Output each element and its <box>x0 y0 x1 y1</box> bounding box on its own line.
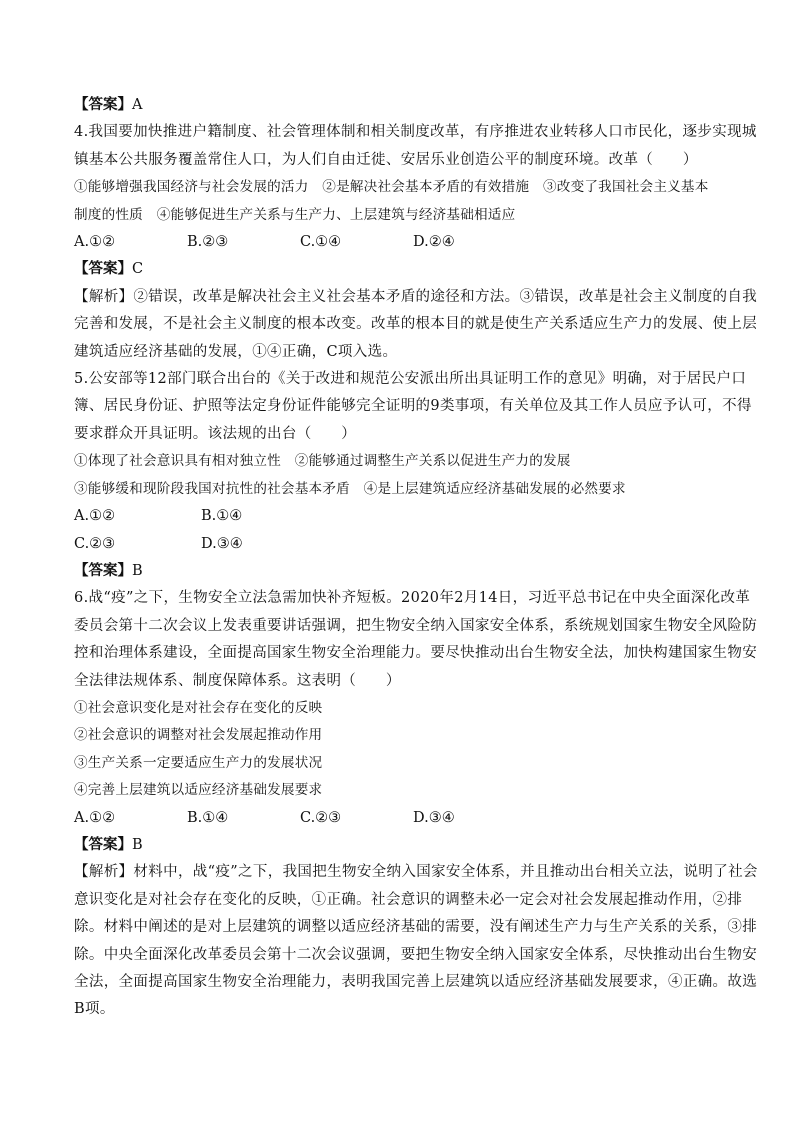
analysis-tag: 【解析】 <box>74 288 134 305</box>
analysis-line: 除。中央全面深化改革委员会第十二次会议强调，要把生物安全纳入国家安全体系，尽快推动出台生物安 <box>74 946 758 963</box>
question-6 <box>74 585 758 1024</box>
option-b: B.①④ <box>187 809 229 826</box>
analysis-line: B项。 <box>74 1001 115 1018</box>
q5-answer <box>74 558 724 585</box>
statement-line: ③生产关系一定要适应生产力的发展状况 <box>74 754 323 771</box>
question-5 <box>74 366 752 585</box>
analysis-tag: 【解析】 <box>74 864 134 881</box>
options-row <box>74 531 724 558</box>
answer-value: C <box>132 261 144 278</box>
answer-value: B <box>132 836 143 853</box>
analysis-line <box>74 859 758 886</box>
option-d: D.②④ <box>413 234 455 251</box>
option-d: D.③④ <box>413 809 455 826</box>
question-4 <box>74 119 758 366</box>
option-c: C.②③ <box>74 535 116 552</box>
statement-line: ①能够增强我国经济与社会发展的活力 ②是解决社会基本矛盾的有效措施 ③改变了我国社会主义基本 <box>74 179 709 196</box>
question-stem-line: 全法律法规体系、制度保障体系。这表明（ ） <box>74 672 401 689</box>
option-a: A.①② <box>74 508 116 525</box>
option-c: C.②③ <box>300 809 342 826</box>
options-row <box>74 805 724 832</box>
option-d: D.③④ <box>201 535 243 552</box>
analysis-text: 材料中，战“疫”之下，我国把生物安全纳入国家安全体系，并且推动出台相关立法，说明了社会 <box>133 864 758 881</box>
question-stem-line: 镇基本公共服务覆盖常住人口，为人们自由迁徙、安居乐业创造公平的制度环境。改革（ ） <box>74 151 698 168</box>
analysis-line: 意识变化是对社会存在变化的反映，①正确。社会意识的调整未必一定会对社会发展起推动作用，②排 <box>74 891 743 908</box>
analysis-line <box>74 284 758 311</box>
q4-answer <box>74 256 724 283</box>
analysis-line: 全法，全面提高国家生物安全治理能力，表明我国完善上层建筑以适应经济基础发展要求，④正确。故选 <box>74 974 758 990</box>
answer-tag: 【答案】 <box>74 836 132 853</box>
statement-line: ①社会意识变化是对社会存在变化的反映 <box>74 699 323 716</box>
options-row <box>74 229 724 256</box>
analysis-line: 建筑适应经济基础的发展，①④正确，C项入选。 <box>74 343 398 360</box>
question-stem-line: 簿、居民身份证、护照等法定身份证件能够完全证明的9类事项，有关单位及其工作人员应予认可，不得 <box>74 398 752 415</box>
question-stem-line: 要求群众开具证明。该法规的出台（ ） <box>74 425 357 442</box>
option-a: A.①② <box>74 234 116 251</box>
option-c: C.①④ <box>300 234 342 251</box>
question-stem-line: 6.战“疫”之下，生物安全立法急需加快补齐短板。2020年2月14日，习近平总书记在中央全面深化改革 <box>74 590 751 607</box>
answer-tag: 【答案】 <box>74 562 132 579</box>
q6-answer <box>74 832 724 859</box>
options-row <box>74 503 724 530</box>
question-stem-line: 控和治理体系建设，全面提高国家生物安全治理能力。要尽快推动出台生物安全法，加快构建国家生物安 <box>74 645 758 662</box>
statement-line: ②社会意识的调整对社会发展起推动作用 <box>74 727 323 744</box>
question-stem-line: 5.公安部等12部门联合出台的《关于改进和规范公安派出所出具证明工作的意见》明确，对于居民户口 <box>74 371 747 388</box>
option-b: B.①④ <box>201 508 243 525</box>
answer-value: B <box>132 562 143 579</box>
question-stem-line: 4.我国要加快推进户籍制度、社会管理体制和相关制度改革，有序推进农业转移人口市民化，逐步实现城 <box>74 124 757 141</box>
statement-line: ③能够缓和现阶段我国对抗性的社会基本矛盾 ④是上层建筑适应经济基础发展的必然要求 <box>74 480 626 497</box>
question-stem-line: 委员会第十二次会议上发表重要讲话强调，把生物安全纳入国家安全体系，系统规划国家生物安全风险防 <box>74 617 758 634</box>
option-a: A.①② <box>74 809 116 826</box>
statement-line: 制度的性质 ④能够促进生产关系与生产力、上层建筑与经济基础相适应 <box>74 206 516 223</box>
analysis-line: 完善和发展，不是社会主义制度的根本改变。改革的根本目的就是使生产关系适应生产力的发展、使上层 <box>74 316 758 333</box>
option-b: B.②③ <box>187 234 229 251</box>
answer-value: A <box>132 97 143 113</box>
statement-line: ④完善上层建筑以适应经济基础发展要求 <box>74 782 323 799</box>
analysis-line: 除。材料中阐述的是对上层建筑的调整以适应经济基础的需要，没有阐述生产力与生产关系的关系，③排 <box>74 919 758 936</box>
q3-answer <box>74 92 724 119</box>
analysis-text: ②错误，改革是解决社会主义社会基本矛盾的途径和方法。③错误，改革是社会主义制度的自我 <box>133 288 758 305</box>
answer-tag: 【答案】 <box>74 97 132 113</box>
statement-line: ①体现了社会意识具有相对独立性 ②能够通过调整生产关系以促进生产力的发展 <box>74 453 571 470</box>
answer-tag: 【答案】 <box>74 261 132 278</box>
